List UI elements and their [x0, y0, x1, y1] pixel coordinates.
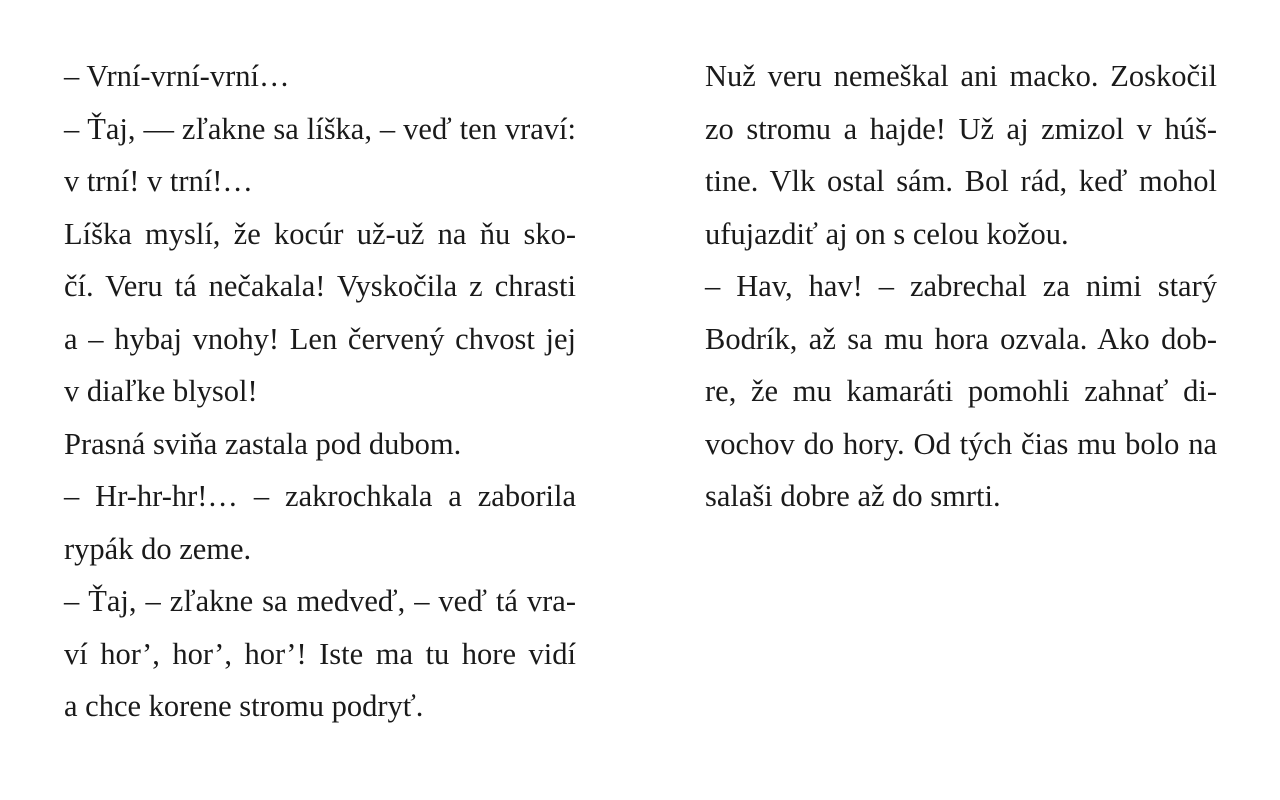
- text-line: Prasná sviňa zastala pod dubom.: [64, 426, 462, 461]
- text-line: Líška myslí, že kocúr už-už na ňu sko-: [64, 216, 576, 251]
- text-line: a – hybaj vnohy! Len červený chvost jej: [64, 321, 576, 356]
- right-text-column: [705, 50, 1217, 523]
- text-line: tine. Vlk ostal sám. Bol rád, keď mohol: [705, 164, 1217, 198]
- text-line: v trní! v trní!…: [64, 164, 253, 198]
- text-line: vochov do hory. Od tých čias mu bolo na: [705, 426, 1217, 461]
- text-line: a chce korene stromu podryť.: [64, 689, 424, 723]
- text-line: – Vrní-vrní-vrní…: [64, 59, 290, 93]
- text-line: čí. Veru tá nečakala! Vyskočila z chrasti: [64, 269, 576, 303]
- text-line: – Hr-hr-hr!… – zakrochkala a zaborila: [64, 479, 576, 513]
- text-line: ufujazdiť aj on s celou kožou.: [705, 216, 1069, 251]
- text-line: rypák do zeme.: [64, 531, 252, 566]
- text-line: – Hav, hav! – zabrechal za nimi starý: [705, 269, 1217, 303]
- text-line: zo stromu a hajde! Už aj zmizol v húš-: [705, 111, 1217, 146]
- text-line: v diaľke blysol!: [64, 374, 258, 408]
- text-line: – Ťaj, – zľakne sa medveď, – veď tá vra-: [64, 584, 576, 618]
- text-line: Nuž veru nemeškal ani macko. Zoskočil: [705, 59, 1217, 93]
- left-text-column: [64, 50, 576, 733]
- text-line: salaši dobre až do smrti.: [705, 479, 1001, 513]
- text-line: Bodrík, až sa mu hora ozvala. Ako dob-: [705, 321, 1217, 356]
- text-line: – Ťaj, — zľakne sa líška, – veď ten vraví:: [64, 111, 576, 146]
- text-line: re, že mu kamaráti pomohli zahnať di-: [705, 374, 1217, 408]
- text-line: ví hor’, hor’, hor’! Iste ma tu hore vidí: [64, 636, 576, 671]
